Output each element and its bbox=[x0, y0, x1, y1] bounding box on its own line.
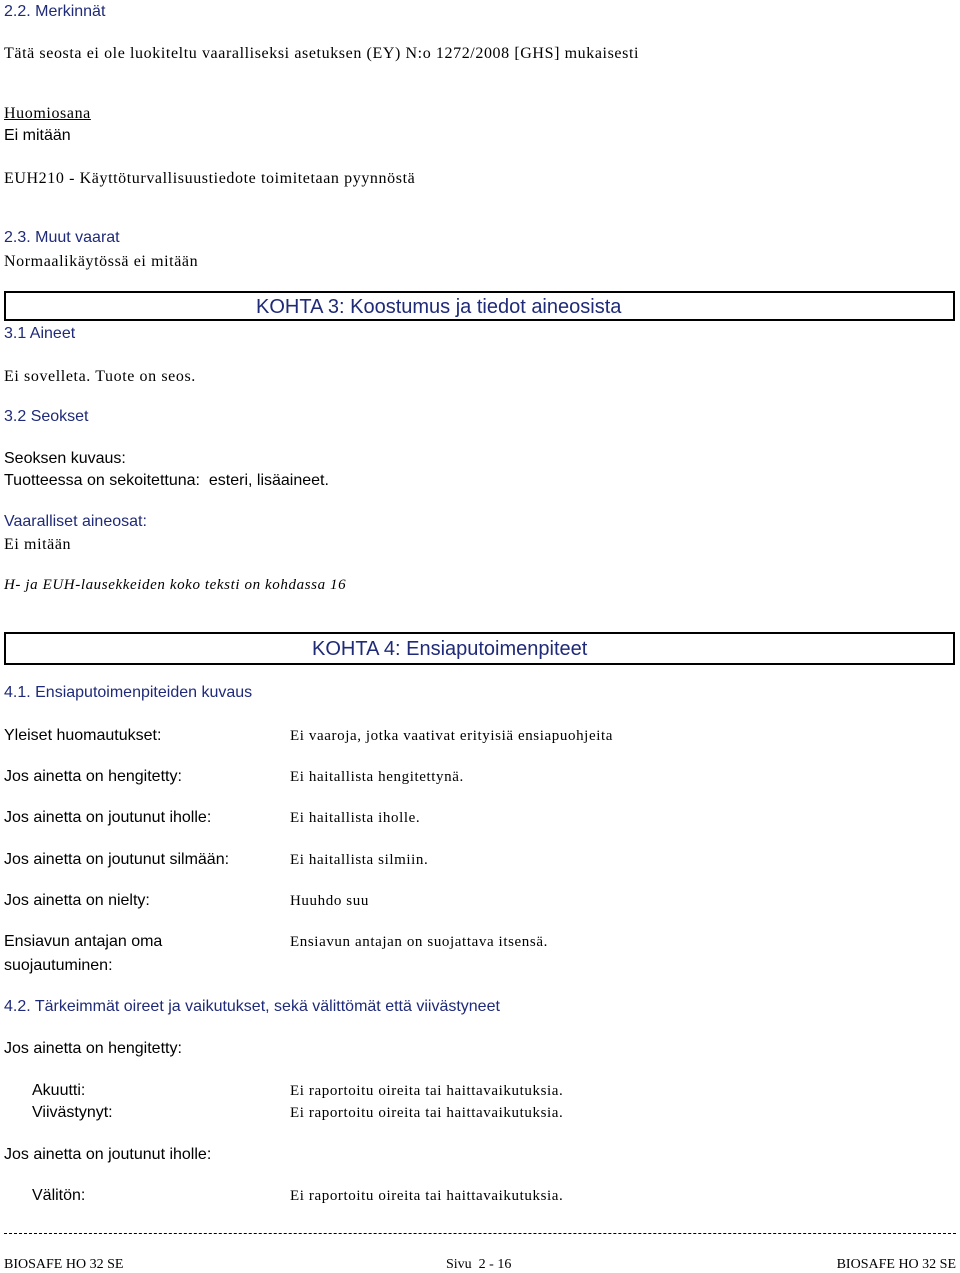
symptoms-acute-value: Ei raportoitu oireita tai haittavaikutuksia. bbox=[290, 1083, 564, 1099]
footer-product-right: BIOSAFE HO 32 SE bbox=[836, 1257, 956, 1272]
h-statements-footnote: H- ja EUH-lausekkeiden koko teksti on kohdassa 16 bbox=[4, 577, 347, 593]
section-4-title: KOHTA 4: Ensiaputoimenpiteet bbox=[312, 638, 588, 660]
section-3-1-heading: 3.1 Aineet bbox=[4, 325, 76, 342]
classification-text: Tätä seosta ei ole luokiteltu vaaralliseksi asetuksen (EY) N:o 1272/2008 [GHS] mukaisesti bbox=[4, 45, 640, 62]
first-aid-value-inhaled: Ei haitallista hengitettynä. bbox=[290, 769, 464, 785]
symptoms-immediate-label: Välitön: bbox=[32, 1187, 86, 1204]
first-aid-label-general: Yleiset huomautukset: bbox=[4, 727, 162, 744]
section-2-3-heading: 2.3. Muut vaarat bbox=[4, 229, 120, 246]
symptoms-inhaled-label: Jos ainetta on hengitetty: bbox=[4, 1040, 182, 1057]
first-aid-label-protection-2: suojautuminen: bbox=[4, 957, 113, 974]
first-aid-label-protection: Ensiavun antajan oma bbox=[4, 933, 163, 950]
section-4-1-heading: 4.1. Ensiaputoimenpiteiden kuvaus bbox=[4, 684, 253, 701]
signal-word-label: Huomiosana bbox=[4, 105, 91, 122]
section-3-title: KOHTA 3: Koostumus ja tiedot aineosista bbox=[256, 296, 622, 318]
other-hazards-text: Normaalikäytössä ei mitään bbox=[4, 253, 199, 270]
first-aid-value-ingested: Huuhdo suu bbox=[290, 893, 369, 909]
footer-divider bbox=[4, 1233, 956, 1234]
section-3-2-heading: 3.2 Seokset bbox=[4, 408, 89, 425]
section-2-2-heading: 2.2. Merkinnät bbox=[4, 3, 106, 20]
hazardous-ingredients-value: Ei mitään bbox=[4, 536, 72, 553]
first-aid-label-inhaled: Jos ainetta on hengitetty: bbox=[4, 768, 182, 785]
footer-product-left: BIOSAFE HO 32 SE bbox=[4, 1257, 124, 1272]
symptoms-delayed-label: Viivästynyt: bbox=[32, 1104, 113, 1121]
substances-text: Ei sovelleta. Tuote on seos. bbox=[4, 368, 196, 385]
symptoms-delayed-value: Ei raportoitu oireita tai haittavaikutuksia. bbox=[290, 1105, 564, 1121]
first-aid-label-eyes: Jos ainetta on joutunut silmään: bbox=[4, 851, 230, 868]
first-aid-value-eyes: Ei haitallista silmiin. bbox=[290, 852, 429, 868]
mixture-description-text: Tuotteessa on sekoitettuna: esteri, lisäaineet. bbox=[4, 472, 329, 489]
symptoms-immediate-value: Ei raportoitu oireita tai haittavaikutuksia. bbox=[290, 1188, 564, 1204]
first-aid-value-general: Ei vaaroja, jotka vaativat erityisiä ensiapuohjeita bbox=[290, 728, 613, 744]
first-aid-value-skin: Ei haitallista iholle. bbox=[290, 810, 421, 826]
symptoms-acute-label: Akuutti: bbox=[32, 1082, 86, 1099]
first-aid-label-skin: Jos ainetta on joutunut iholle: bbox=[4, 809, 212, 826]
signal-word-value: Ei mitään bbox=[4, 127, 71, 144]
footer-page-number: Sivu 2 - 16 bbox=[446, 1257, 512, 1272]
first-aid-value-protection: Ensiavun antajan on suojattava itsensä. bbox=[290, 934, 548, 950]
first-aid-label-ingested: Jos ainetta on nielty: bbox=[4, 892, 150, 909]
hazardous-ingredients-label: Vaaralliset aineosat: bbox=[4, 513, 147, 530]
euh-statement: EUH210 - Käyttöturvallisuustiedote toimitetaan pyynnöstä bbox=[4, 170, 416, 187]
section-4-2-heading: 4.2. Tärkeimmät oireet ja vaikutukset, sekä välittömät että viivästyneet bbox=[4, 998, 500, 1015]
symptoms-skin-label: Jos ainetta on joutunut iholle: bbox=[4, 1146, 212, 1163]
mixture-description-label: Seoksen kuvaus: bbox=[4, 450, 126, 467]
